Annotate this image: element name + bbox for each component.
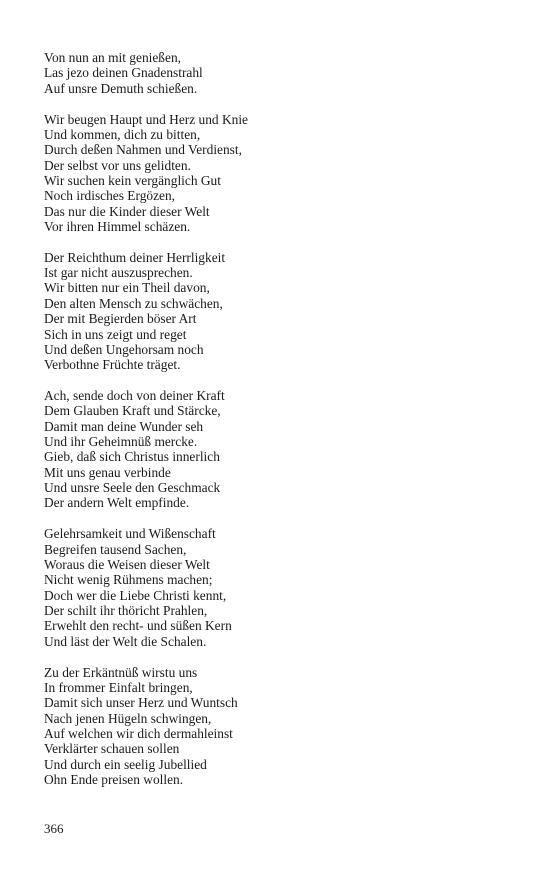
verse-line: Damit sich unser Herz und Wuntsch: [44, 695, 238, 711]
verse-line: Damit man deine Wunder seh: [44, 418, 204, 434]
verse-line: Dem Glauben Kraft und Stärcke,: [44, 403, 221, 419]
verse-line: Der mit Begierden böser Art: [44, 311, 197, 327]
verse-line: Las jezo deinen Gnadenstrahl: [44, 65, 203, 81]
verse-line: Woraus die Weisen dieser Welt: [44, 556, 210, 572]
verse-line: Nach jenen Hügeln schwingen,: [44, 710, 212, 726]
verse-line: Erwehlt den recht- und süßen Kern: [44, 618, 232, 634]
stanza: [44, 665, 504, 788]
stanza: [44, 526, 504, 649]
verse-line: Ach, sende doch von deiner Kraft: [44, 388, 225, 404]
verse-line: Mit uns genau verbinde: [44, 464, 171, 480]
verse-line: Den alten Mensch zu schwächen,: [44, 295, 223, 311]
verse-line: Verbothne Früchte träget.: [44, 357, 181, 373]
verse-line: Und kommen, dich zu bitten,: [44, 126, 201, 142]
verse-line: Wir suchen kein vergänglich Gut: [44, 172, 221, 188]
verse-line: Und deßen Ungehorsam noch: [44, 341, 204, 357]
stanza: [44, 50, 504, 96]
verse-line: Der selbst vor uns gelidten.: [44, 157, 191, 173]
verse-line: Der schilt ihr thöricht Prahlen,: [44, 603, 208, 618]
poem-text: [44, 50, 504, 803]
verse-line: Sich in uns zeigt und reget: [44, 326, 187, 342]
stanza: [44, 388, 504, 511]
verse-line: Verklärter schauen sollen: [44, 741, 180, 757]
verse-line: Von nun an mit genießen,: [44, 50, 181, 65]
verse-line: Vor ihren Himmel schäzen.: [44, 218, 191, 234]
verse-line: Auf welchen wir dich dermahleinst: [44, 725, 233, 741]
verse-line: Noch irdisches Ergözen,: [44, 188, 176, 204]
verse-line: Und durch ein seelig Jubellied: [44, 756, 207, 772]
verse-line: Der Reichthum deiner Herrligkeit: [44, 249, 226, 265]
verse-line: Gelehrsamkeit und Wißenschaft: [44, 526, 216, 542]
verse-line: Wir bitten nur ein Theil davon,: [44, 280, 210, 296]
verse-line: Durch deßen Nahmen und Verdienst,: [44, 142, 242, 158]
verse-line: Ohn Ende preisen wollen.: [44, 771, 184, 787]
verse-line: Und ihr Geheimnüß mercke.: [44, 434, 198, 450]
verse-line: Und unsre Seele den Geschmack: [44, 480, 221, 496]
stanza: [44, 112, 504, 235]
verse-line: Auf unsre Demuth schießen.: [44, 80, 198, 96]
verse-line: Das nur die Kinder dieser Welt: [44, 203, 210, 219]
verse-line: Wir beugen Haupt und Herz und Knie: [44, 111, 248, 127]
page-number: 366: [44, 821, 64, 836]
verse-line: Begreifen tausend Sachen,: [44, 541, 187, 557]
verse-line: Zu der Erkäntnüß wirstu uns: [44, 664, 198, 680]
verse-line: Der andern Welt empfinde.: [44, 495, 190, 511]
verse-line: Und läst der Welt die Schalen.: [44, 633, 207, 649]
verse-line: Nicht wenig Rühmens machen;: [44, 572, 213, 588]
verse-line: In frommer Einfalt bringen,: [44, 679, 193, 695]
verse-line: Gieb, daß sich Christus innerlich: [44, 449, 220, 465]
stanza: [44, 250, 504, 373]
verse-line: Ist gar nicht auszusprechen.: [44, 265, 193, 281]
verse-line: Doch wer die Liebe Christi kennt,: [44, 587, 227, 603]
